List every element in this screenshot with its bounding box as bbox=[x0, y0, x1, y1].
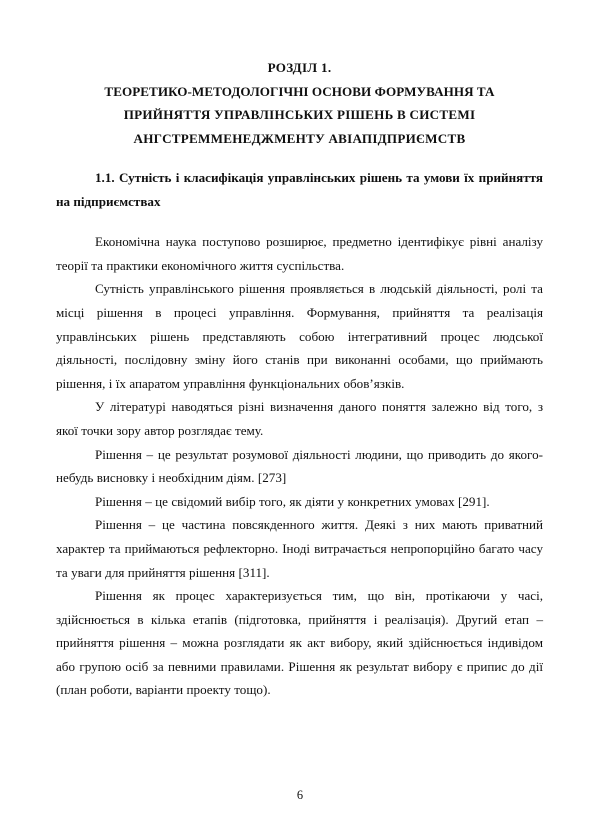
paragraph: Рішення – це результат розумової діяльності людини, що приводить до якого-небудь висновку і необхідним діям. [273] bbox=[56, 446, 543, 486]
chapter-heading-line-1: РОЗДІЛ 1. bbox=[267, 60, 332, 75]
page-number: 6 bbox=[296, 788, 304, 802]
body-text bbox=[56, 213, 543, 702]
paragraph: Рішення – це частина повсякденного життя. Деякі з них мають приватний характер та приймаються рефлекторно. Іноді витрачається непропорційно багато часу та уваги для прийняття рішення [311]. bbox=[56, 517, 543, 580]
chapter-heading-line-2: ТЕОРЕТИКО-МЕТОДОЛОГІЧНІ ОСНОВИ ФОРМУВАННЯ ТА bbox=[104, 83, 495, 99]
chapter-heading-line-3: ПРИЙНЯТТЯ УПРАВЛІНСЬКИХ РІШЕНЬ В СИСТЕМІ bbox=[123, 107, 476, 122]
paragraph: У літературі наводяться різні визначення даного поняття залежно від того, з якої точки зору автор розглядає тему. bbox=[56, 399, 543, 438]
chapter-heading-line-4: АНГСТРЕММЕНЕДЖМЕНТУ АВІАПІДПРИЄМСТВ bbox=[133, 130, 466, 146]
page-content bbox=[56, 56, 543, 702]
section-heading: 1.1. Сутність і класифікація управлінських рішень та умови їх прийняття на підприємствах bbox=[56, 170, 543, 209]
paragraph: Економічна наука поступово розширює, предметно ідентифікує рівні аналізу теорії та практики економічного життя суспільства. bbox=[56, 234, 543, 273]
paragraph: Рішення – це свідомий вибір того, як діяти у конкретних умовах [291]. bbox=[95, 493, 490, 509]
paragraph: Сутність управлінського рішення проявляється в людській діяльності, ролі та місці рішення в процесі управління. Формування, прийняття та реалізація управлінських рішень представляють собою інтегративний процес людської діяльності, послідовну зміну його станів при виконанні особами, що приймають рішення, і їх апаратом управління функціональних обов’язків. bbox=[56, 281, 543, 391]
chapter-heading bbox=[56, 56, 543, 150]
paragraph: Рішення як процес характеризується тим, що він, протікаючи у часі, здійснюється в кілька етапів (підготовка, прийняття і реалізація). Другий етап – прийняття рішення – можна розглядати як акт вибору, який здійснюється індивідом або групою осіб за певними правилами. Рішення як результат вибору є припис до дії (план роботи, варіанти проекту тощо). bbox=[56, 588, 543, 698]
